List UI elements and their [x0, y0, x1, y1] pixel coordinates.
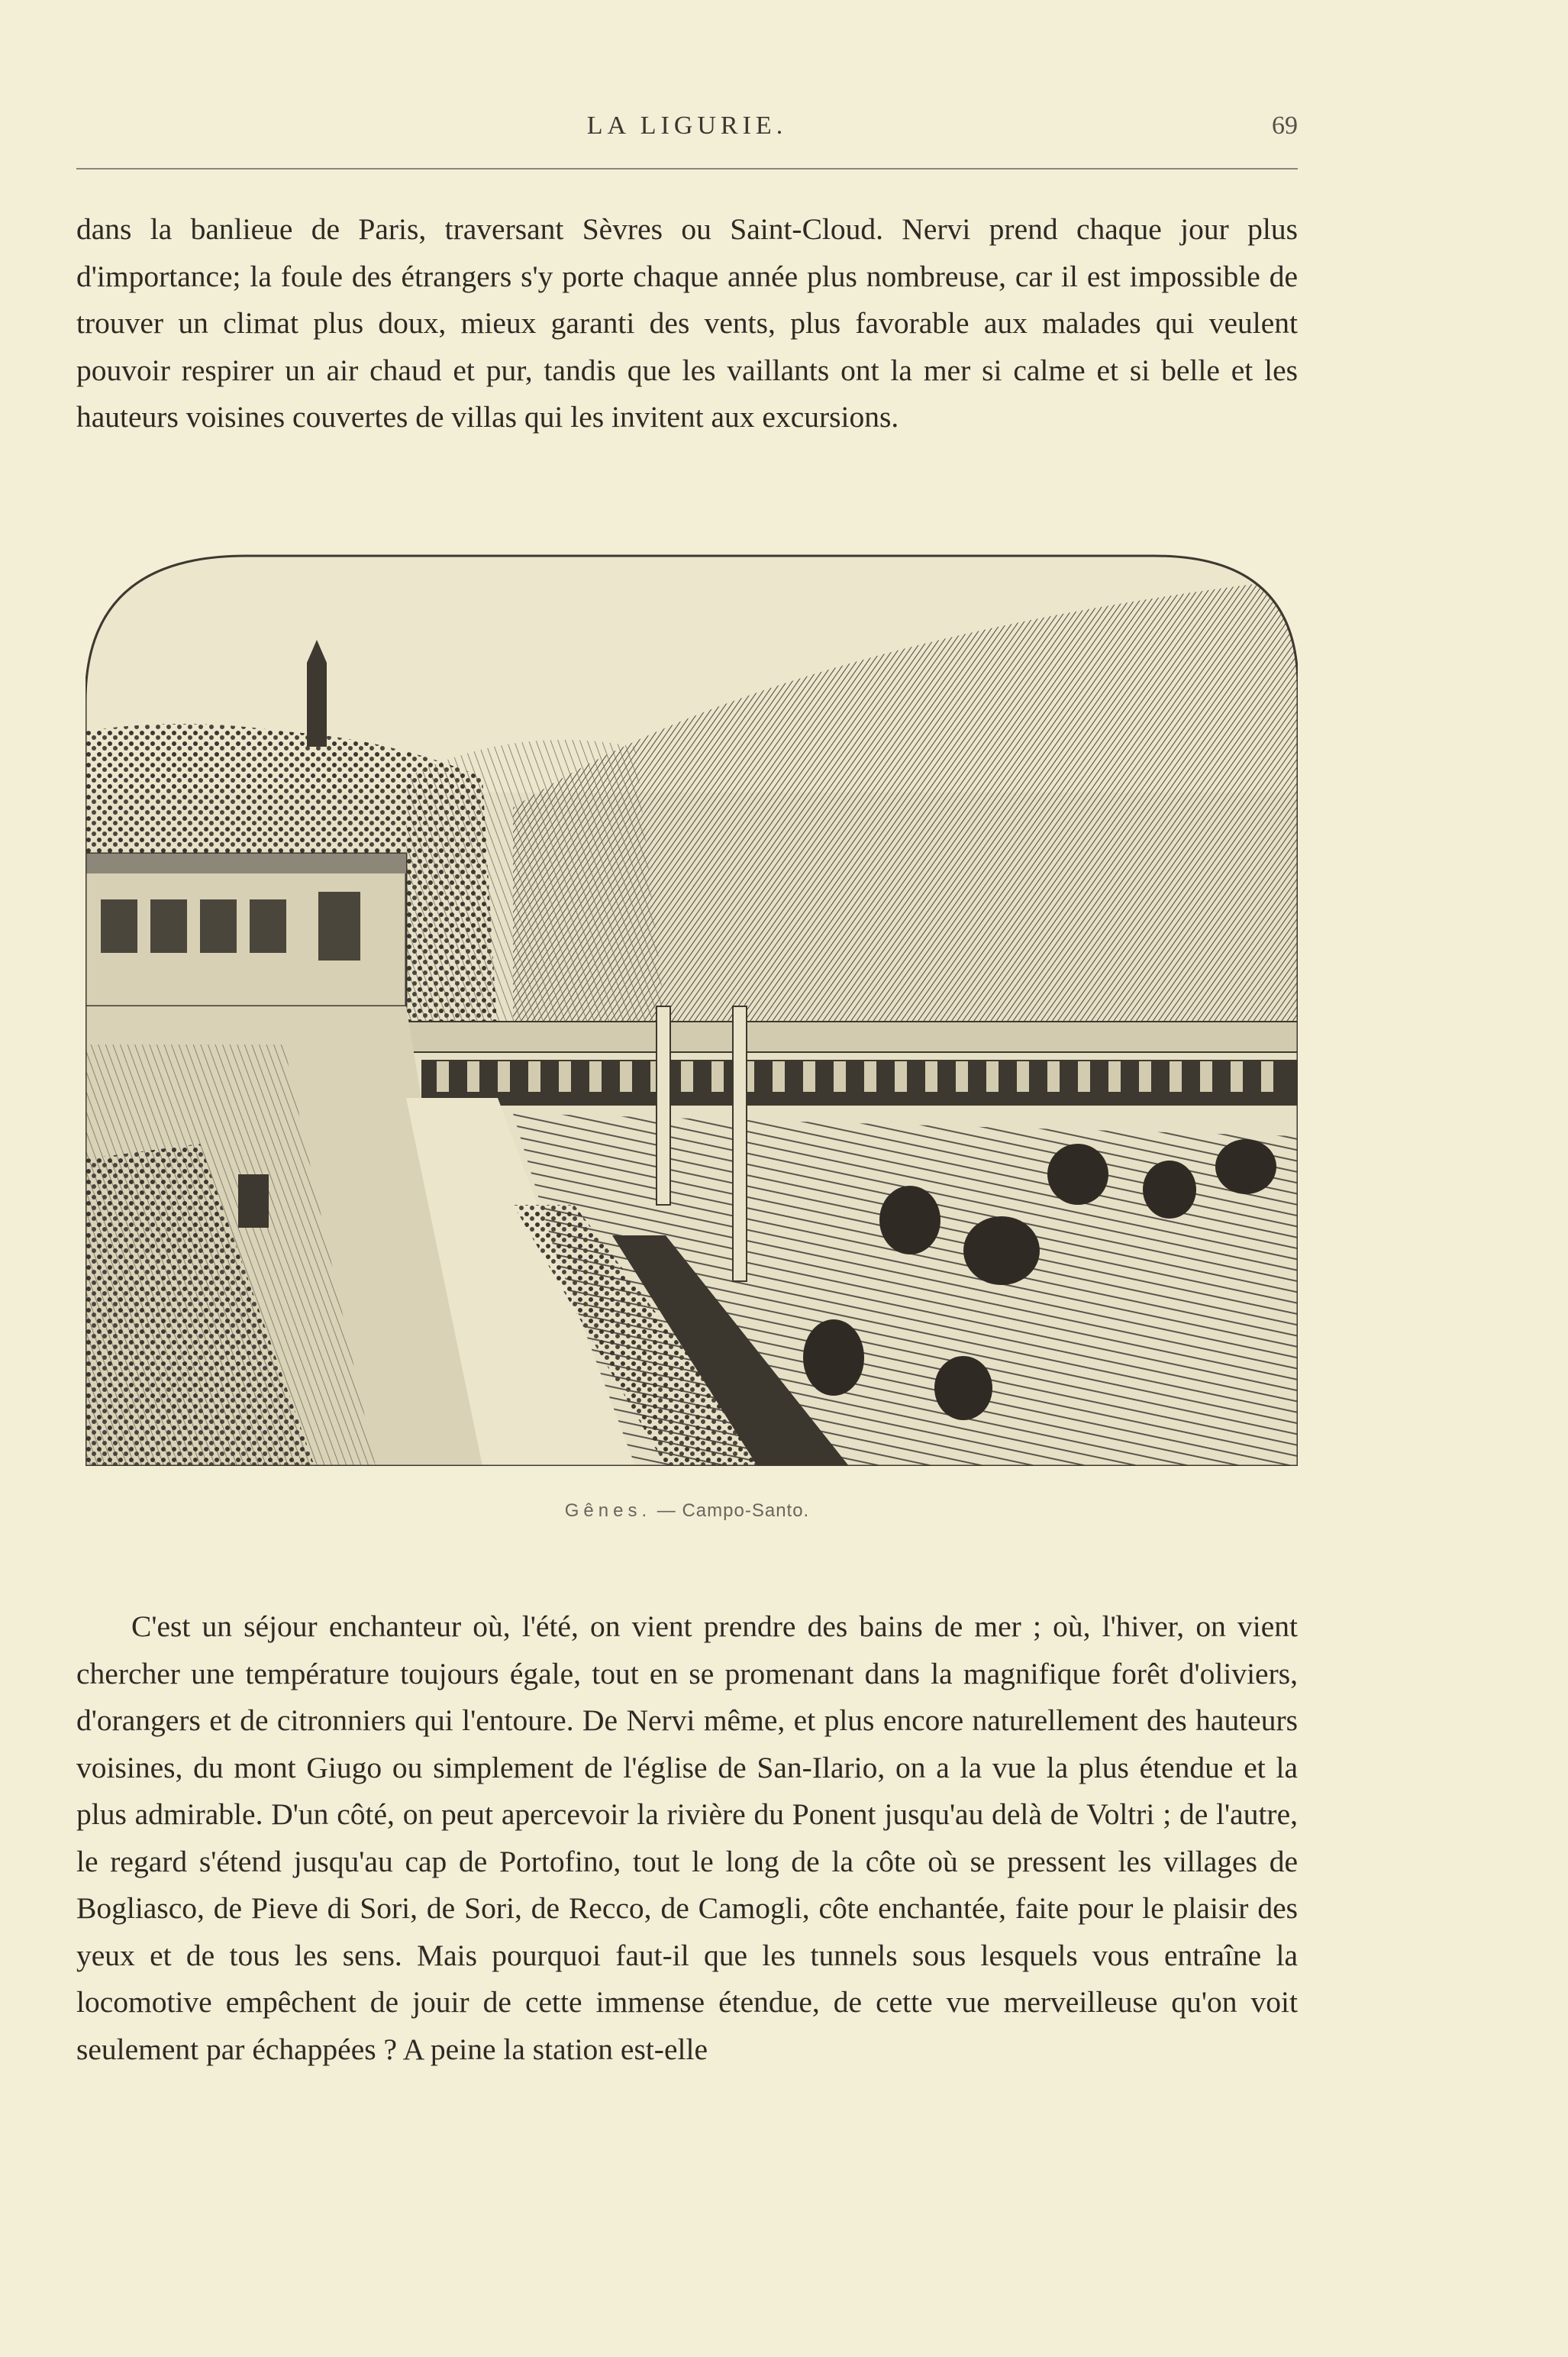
page-number: 69 [1272, 111, 1298, 140]
header-rule [76, 168, 1298, 170]
caption-city: Gênes. [564, 1500, 652, 1521]
running-head [76, 111, 1298, 150]
caption-rest: — Campo-Santo. [651, 1500, 810, 1521]
figure-caption [76, 1500, 1298, 1522]
running-title: LA LIGURIE. [586, 111, 788, 140]
engraving-campo-santo [85, 548, 1298, 1466]
paragraph-1: dans la banlieue de Paris, traversant Sèvres ou Saint-Cloud. Nervi prend chaque jour plus d'importance; la foule des étrangers s'y porte chaque année plus nombreuse, car il est impossible de trouver un climat plus doux, mieux garanti des vents, plus favorable aux malades qui veulent pouvoir respirer un air chaud et pur, tandis que les vaillants ont la mer si calme et si belle et les hauteurs voisines couvertes de villas qui les invitent aux excursions. [76, 212, 1298, 434]
paragraph-2: C'est un séjour enchanteur où, l'été, on vient prendre des bains de mer ; où, l'hiver, on vient chercher une température toujours égale, tout en se promenant dans la magnifique forêt d'oliviers, d'orangers et de citronniers qui l'entoure. De Nervi même, et plus encore naturellement des hauteurs voisines, du mont Giugo ou simplement de l'église de San-Ilario, on a la vue la plus étendue et la plus admirable. D'un côté, on peut apercevoir la rivière du Ponent jusqu'au delà de Voltri ; de l'autre, le regard s'étend jusqu'au cap de Portofino, tout le long de la côte où se pressent les villages de Bogliasco, de Pieve di Sori, de Sori, de Recco, de Camogli, côte enchantée, faite pour le plaisir des yeux et de tous les sens. Mais pourquoi faut-il que les tunnels sous lesquels vous entraîne la locomotive empêchent de jouir de cette immense étendue, de cette vue merveilleuse qu'on voit seulement par échappées ? A peine la station est-elle [76, 1610, 1298, 2066]
